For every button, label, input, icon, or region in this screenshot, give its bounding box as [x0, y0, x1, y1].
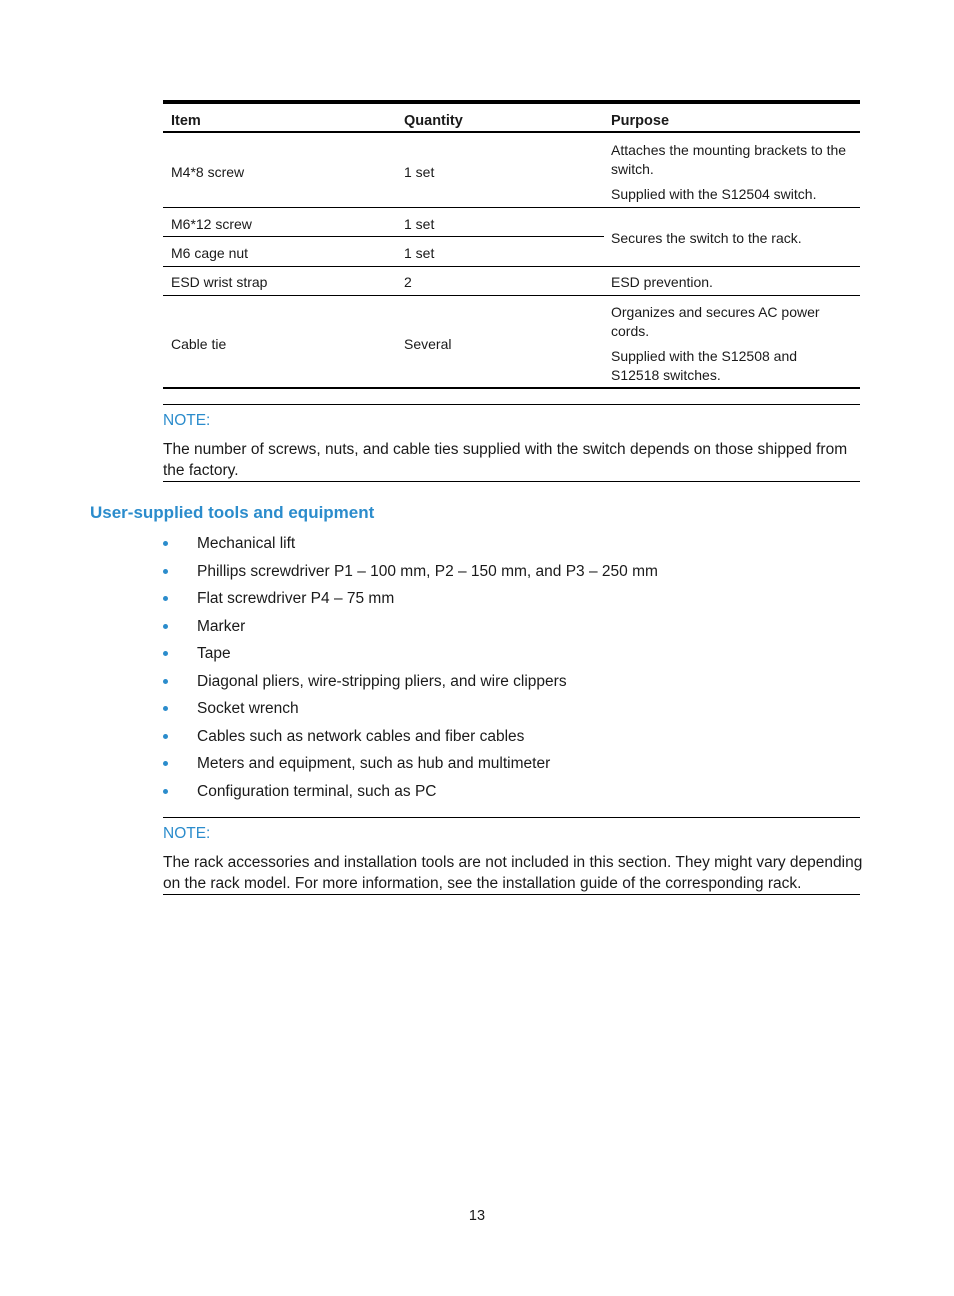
- shared-purpose: Secures the switch to the rack.: [611, 230, 802, 246]
- bullet-icon: [163, 761, 168, 766]
- tools-list: [163, 533, 860, 808]
- header-purpose: Purpose: [611, 113, 670, 129]
- row5-purpose-2: Supplied with the S12508 and S12518 switches.: [611, 348, 798, 383]
- row-divider: [163, 207, 860, 208]
- row-divider: [163, 236, 604, 237]
- row5-quantity: Several: [404, 336, 452, 352]
- section-title: User-supplied tools and equipment: [90, 503, 375, 522]
- list-item: Phillips screwdriver P1 – 100 mm, P2 – 150 mm, and P3 – 250 mm: [163, 561, 860, 589]
- note1-top-rule: [163, 404, 860, 405]
- row3-item: M6 cage nut: [171, 245, 249, 261]
- row4-item: ESD wrist strap: [171, 274, 268, 290]
- row-divider: [163, 266, 860, 267]
- note2-bottom-rule: [163, 894, 860, 895]
- row2-item: M6*12 screw: [171, 216, 252, 232]
- row5-purpose-1: Organizes and secures AC power cords.: [611, 304, 820, 339]
- row5-item: Cable tie: [171, 336, 227, 352]
- row2-quantity: 1 set: [404, 216, 435, 232]
- list-item: Tape: [163, 643, 860, 671]
- header-quantity: Quantity: [404, 113, 463, 129]
- list-item: Mechanical lift: [163, 533, 860, 561]
- list-item: Meters and equipment, such as hub and multimeter: [163, 753, 860, 781]
- note1-text: The number of screws, nuts, and cable ties supplied with the switch depends on those shipped from the factory.: [163, 441, 848, 479]
- row4-quantity: 2: [404, 274, 412, 290]
- note2-label: NOTE:: [163, 825, 211, 842]
- bullet-icon: [163, 624, 168, 629]
- list-item: Diagonal pliers, wire-stripping pliers, and wire clippers: [163, 671, 860, 699]
- bullet-icon: [163, 651, 168, 656]
- list-item: Cables such as network cables and fiber cables: [163, 726, 860, 754]
- list-item: Socket wrench: [163, 698, 860, 726]
- note1-bottom-rule: [163, 481, 860, 482]
- list-item: Marker: [163, 616, 860, 644]
- row1-quantity: 1 set: [404, 164, 435, 180]
- bullet-icon: [163, 706, 168, 711]
- row3-quantity: 1 set: [404, 245, 435, 261]
- table-header: [163, 104, 860, 133]
- row4-purpose: ESD prevention.: [611, 274, 713, 290]
- note2-text: The rack accessories and installation tools are not included in this section. They might vary depending on the rack model. For more information, see the installation guide of the corresponding rack.: [163, 854, 863, 892]
- row1-item: M4*8 screw: [171, 164, 245, 180]
- bullet-icon: [163, 789, 168, 794]
- header-item: Item: [171, 113, 201, 129]
- row1-purpose-1: Attaches the mounting brackets to the switch.: [611, 142, 847, 177]
- row1-purpose-2: Supplied with the S12504 switch.: [611, 186, 817, 202]
- row-divider: [163, 295, 860, 296]
- table-body: [163, 133, 860, 389]
- bullet-icon: [163, 596, 168, 601]
- bullet-icon: [163, 734, 168, 739]
- note2-top-rule: [163, 817, 860, 818]
- list-item: Flat screwdriver P4 – 75 mm: [163, 588, 860, 616]
- bullet-icon: [163, 679, 168, 684]
- accessories-table: [163, 100, 860, 389]
- bullet-icon: [163, 569, 168, 574]
- page-number: 13: [468, 1208, 486, 1224]
- list-item: Configuration terminal, such as PC: [163, 781, 860, 809]
- note1-label: NOTE:: [163, 412, 211, 429]
- bullet-icon: [163, 541, 168, 546]
